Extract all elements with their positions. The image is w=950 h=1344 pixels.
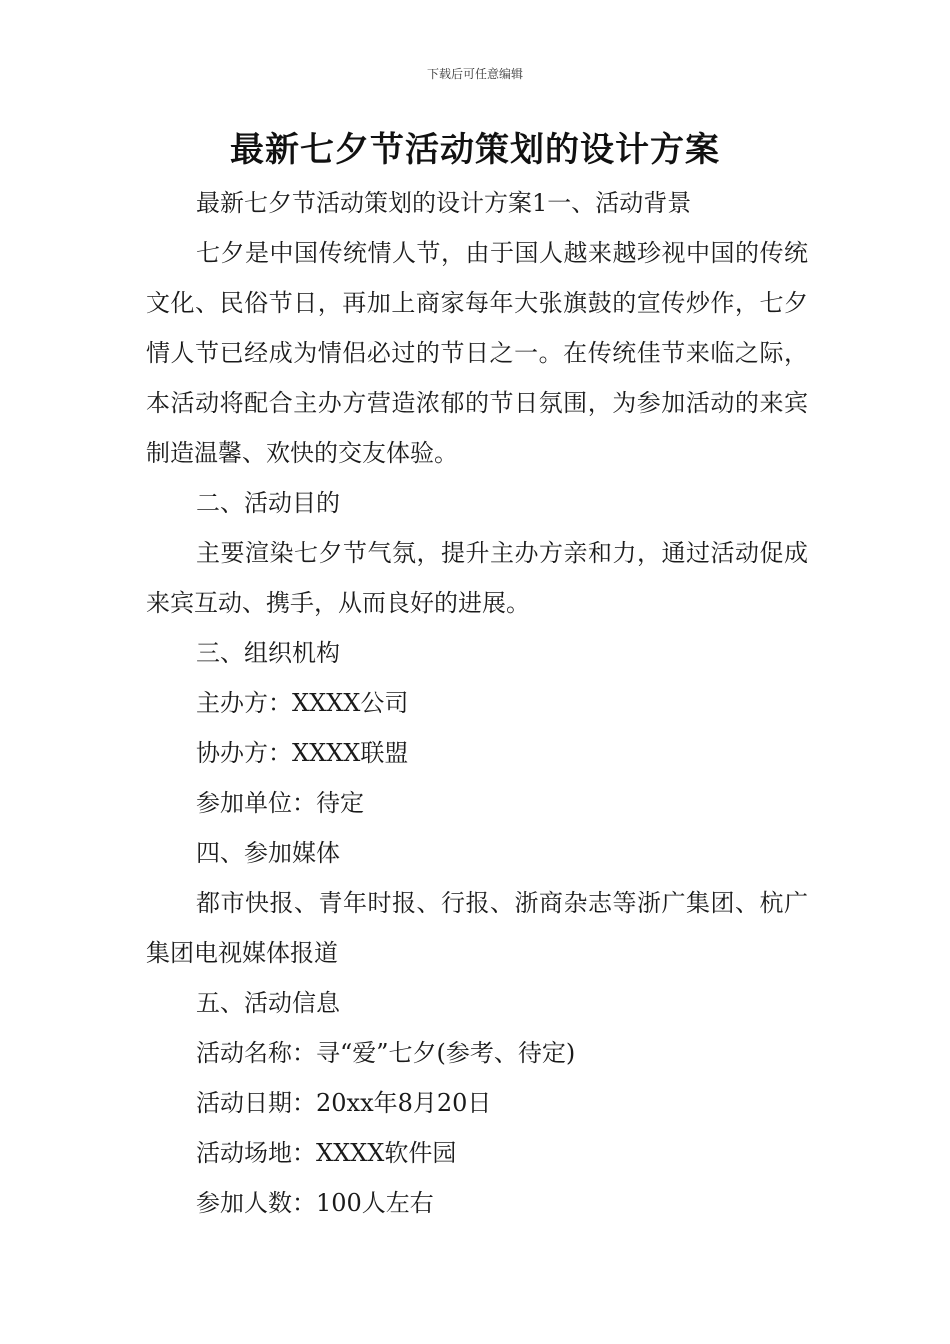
document-body — [146, 178, 808, 1228]
header-note: 下载后可任意编辑 — [426, 67, 523, 81]
section-heading-media: 四、参加媒体 — [196, 839, 340, 867]
section-heading-event-info: 五、活动信息 — [196, 989, 340, 1017]
organizer-line: 主办方：XXXX公司 — [196, 689, 409, 717]
section-heading-organization: 三、组织机构 — [196, 639, 340, 667]
paragraph-purpose: 主要渲染七夕节气氛，提升主办方亲和力，通过活动促成来宾互动、携手，从而良好的进展。 — [146, 539, 808, 617]
event-date-line: 活动日期：20xx年8月20日 — [196, 1089, 492, 1117]
co-organizer-line: 协办方：XXXX联盟 — [196, 739, 409, 767]
event-name-line: 活动名称：寻“爱”七夕(参考、待定) — [196, 1039, 576, 1067]
participants-line: 参加单位：待定 — [196, 789, 364, 817]
paragraph-intro-heading: 最新七夕节活动策划的设计方案1一、活动背景 — [196, 189, 692, 217]
event-venue-line: 活动场地：XXXX软件园 — [196, 1139, 457, 1167]
event-attendance-line: 参加人数：100人左右 — [196, 1189, 434, 1217]
document-title: 最新七夕节活动策划的设计方案 — [230, 130, 720, 170]
paragraph-media: 都市快报、青年时报、行报、浙商杂志等浙广集团、杭广集团电视媒体报道 — [146, 889, 808, 967]
paragraph-background: 七夕是中国传统情人节，由于国人越来越珍视中国的传统文化、民俗节日，再加上商家每年大张旗鼓的宣传炒作，七夕情人节已经成为情侣必过的节日之一。在传统佳节来临之际，本活动将配合主办方营造浓郁的节日氛围，为参加活动的来宾制造温馨、欢快的交友体验。 — [146, 239, 808, 467]
section-heading-purpose: 二、活动目的 — [196, 489, 340, 517]
